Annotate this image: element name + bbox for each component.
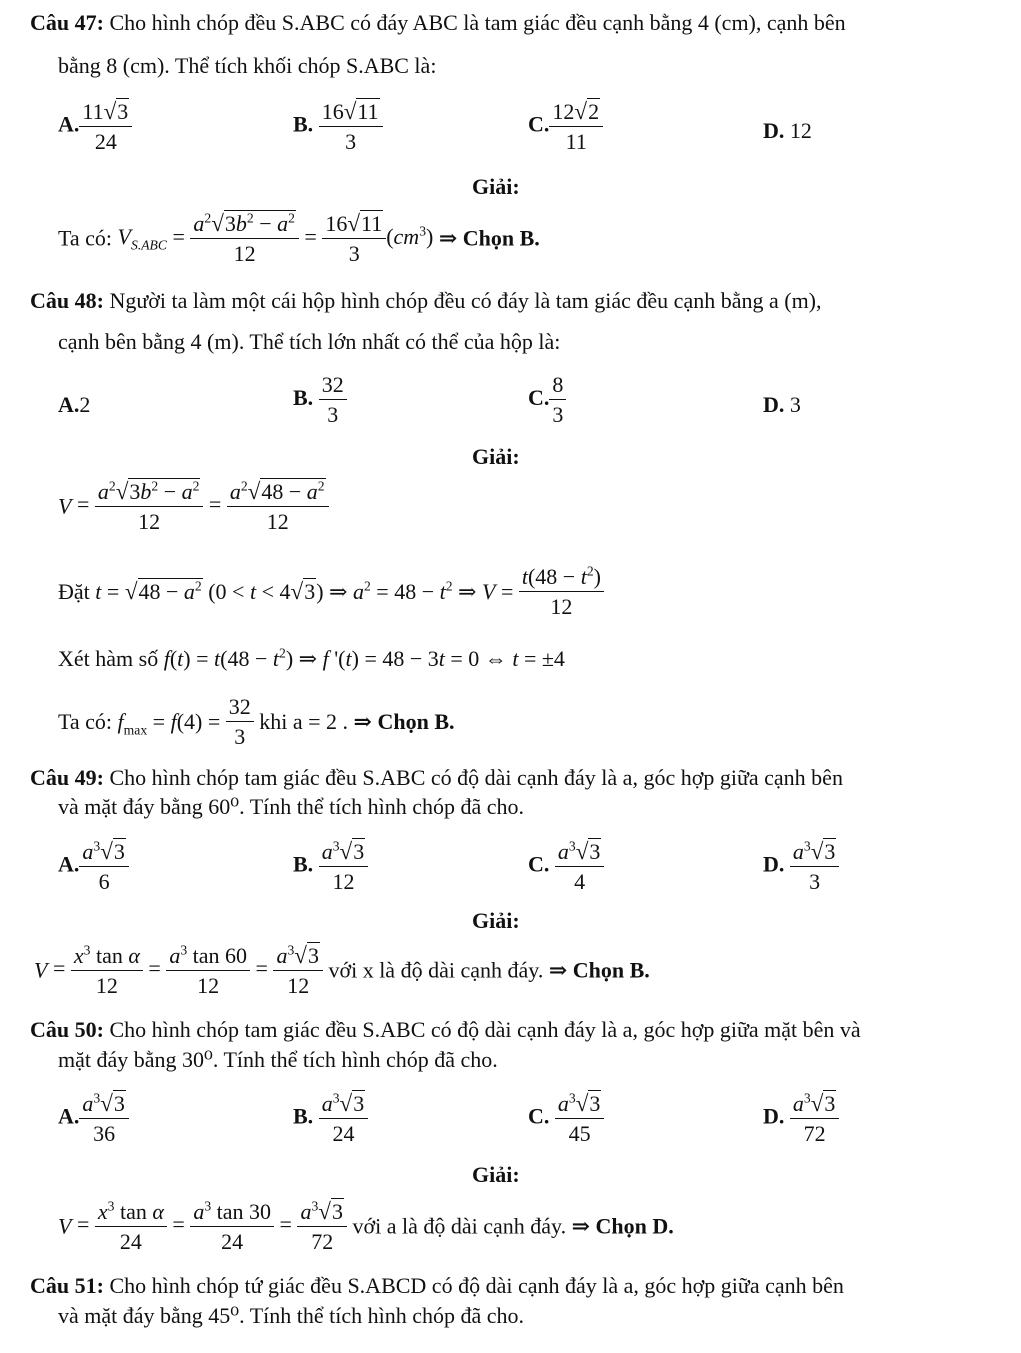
q49-solution: V = $\frac{x^3 \tan \alpha}{12}$ = $\frac{a^3 \tan 60}{12}$ = $\frac{a^3√3}{12}$ với x là độ dài cạnh đáy. ⇒ Chọn B. bbox=[34, 942, 650, 999]
q48-line1: Câu 48: Người ta làm một cái hộp hình chóp đều có đáy là tam giác đều cạnh bằng a (m), bbox=[30, 288, 822, 313]
q49-line2: và mặt đáy bằng 60⁰. Tính thể tích hình chóp đã cho. bbox=[58, 794, 525, 819]
q48-step2: Đặt $t = √48 - a^2$ (0 < t < 4√3) ⇒ $a^2 = 48 - t^2$ ⇒ V = $\frac{t(48 - t^2)}{12}$ bbox=[58, 566, 604, 618]
q50-line2: mặt đáy bằng 30⁰. Tính thể tích hình chóp đã cho. bbox=[58, 1047, 498, 1072]
q48-option-d: D. 3 bbox=[763, 392, 801, 417]
q49-line1: Câu 49: Cho hình chóp tam giác đều S.ABC có độ dài cạnh đáy là a, góc hợp giữa cạnh bên bbox=[30, 765, 843, 790]
q50-option-d: D. $\frac{a^3√3}{72}$ bbox=[763, 1092, 839, 1145]
q50-option-a: A. $\frac{a^3√3}{36}$ bbox=[58, 1092, 129, 1145]
q47-solution: Ta có: $V_{S.ABC}$ = $\frac{a^2√3b^2 - a^2}{12}$ = $\frac{16√11}{3}$ $(cm^3)$ ⇒ Chọn B. bbox=[58, 210, 540, 267]
q48-option-b: B. $\frac{32}{3}$ bbox=[293, 374, 347, 426]
q48-giai: Giải: bbox=[472, 444, 520, 469]
q50-option-b: B. $\frac{a^3√3}{24}$ bbox=[293, 1092, 368, 1145]
q47-formula: $V_{S.ABC}$ = $\frac{a^2√3b^2 - a^2}{12}$ = $\frac{16√11}{3}$ $(cm^3)$ bbox=[117, 210, 439, 267]
q47-line1 bbox=[30, 12, 846, 34]
q50-giai: Giải: bbox=[472, 1162, 520, 1187]
q50-option-c: C. $\frac{a^3√3}{45}$ bbox=[528, 1092, 604, 1145]
q50-line1: Câu 50: Cho hình chóp tam giác đều S.ABC có độ dài cạnh đáy là a, góc hợp giữa mặt bên và bbox=[30, 1017, 861, 1042]
q48-line2: cạnh bên bằng 4 (m). Thể tích lớn nhất có thể của hộp là: bbox=[58, 329, 561, 354]
q47-text1: Cho hình chóp đều S.ABC có đáy ABC là tam giác đều cạnh bằng 4 (cm), cạnh bên bbox=[109, 10, 846, 35]
q48-step1: V = $\frac{a^2√3b^2 - a^2}{12}$ = $\frac{a^2√48 - a^2}{12}$ bbox=[58, 480, 329, 533]
q47-line2: bằng 8 (cm). Thể tích khối chóp S.ABC là: bbox=[58, 53, 437, 78]
q51-line2: và mặt đáy bằng 45⁰. Tính thể tích hình chóp đã cho. bbox=[58, 1303, 525, 1328]
q48-step3: Xét hàm số $f(t) = t(48 - t^2)$ ⇒ f '(t) = 48 − 3t = 0 ⇔ t = ±4 bbox=[58, 645, 565, 671]
q49-option-a: A. $\frac{a^3√3}{6}$ bbox=[58, 840, 129, 893]
q50-solution: V = $\frac{x^3 \tan \alpha}{24}$ = $\frac{a^3 \tan 30}{24}$ = $\frac{a^3√3}{72}$ với a là độ dài cạnh đáy. ⇒ Chọn D. bbox=[58, 1198, 674, 1255]
q49-option-d: D. $\frac{a^3√3}{3}$ bbox=[763, 840, 839, 893]
q47-label: Câu 47: bbox=[30, 10, 104, 35]
q51-line1: Câu 51: Cho hình chóp tứ giác đều S.ABCD có độ dài cạnh đáy là a, góc hợp giữa cạnh bên bbox=[30, 1273, 844, 1298]
q47-option-a: A. $\frac{11√3}{24}$ bbox=[58, 100, 132, 153]
q49-option-c: C. $\frac{a^3√3}{4}$ bbox=[528, 840, 604, 893]
q48-step4: Ta có: $f_{max} = f(4)$ = $\frac{32}{3}$ khi a = 2 . ⇒ Chọn B. bbox=[58, 694, 455, 749]
q48-option-c: C. $\frac{8}{3}$ bbox=[528, 374, 566, 426]
q47-option-d: D. 12 bbox=[763, 118, 812, 143]
q49-giai: Giải: bbox=[472, 908, 520, 933]
q49-option-b: B. $\frac{a^3√3}{12}$ bbox=[293, 840, 368, 893]
q48-option-a: A.2 bbox=[58, 392, 91, 417]
q47-option-c: C. $\frac{12√2}{11}$ bbox=[528, 100, 603, 153]
q47-giai: Giải: bbox=[472, 174, 520, 199]
q47-option-b: B. $\frac{16√11}{3}$ bbox=[293, 100, 383, 153]
